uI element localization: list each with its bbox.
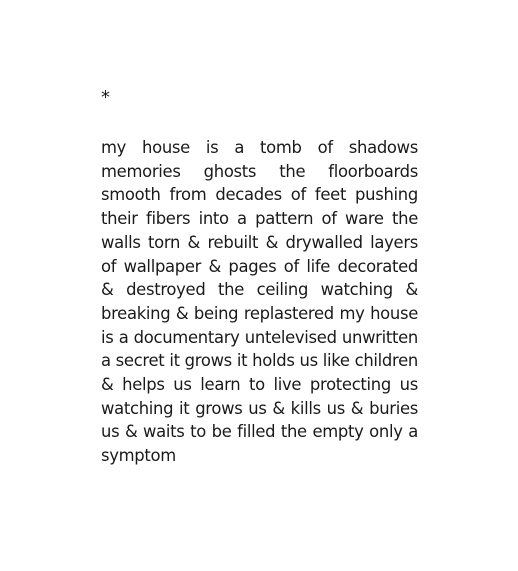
poem-body: my house is a tomb of shadows memories ghosts the floorboards smooth from decades of feet pushing their fibers into a pattern of ware the walls torn & rebuilt & drywalled layers of wallpaper & pages of life decorated & destroyed the ceiling watching & breaking & being replastered my house is a documentary untelevised unwritten a secret it grows it holds us like children & helps us learn to live protecting us watching it grows us & kills us & buries us & waits to be filled the empty only a symptom (101, 138, 418, 466)
document-page (101, 87, 418, 468)
section-mark: * (101, 87, 110, 108)
